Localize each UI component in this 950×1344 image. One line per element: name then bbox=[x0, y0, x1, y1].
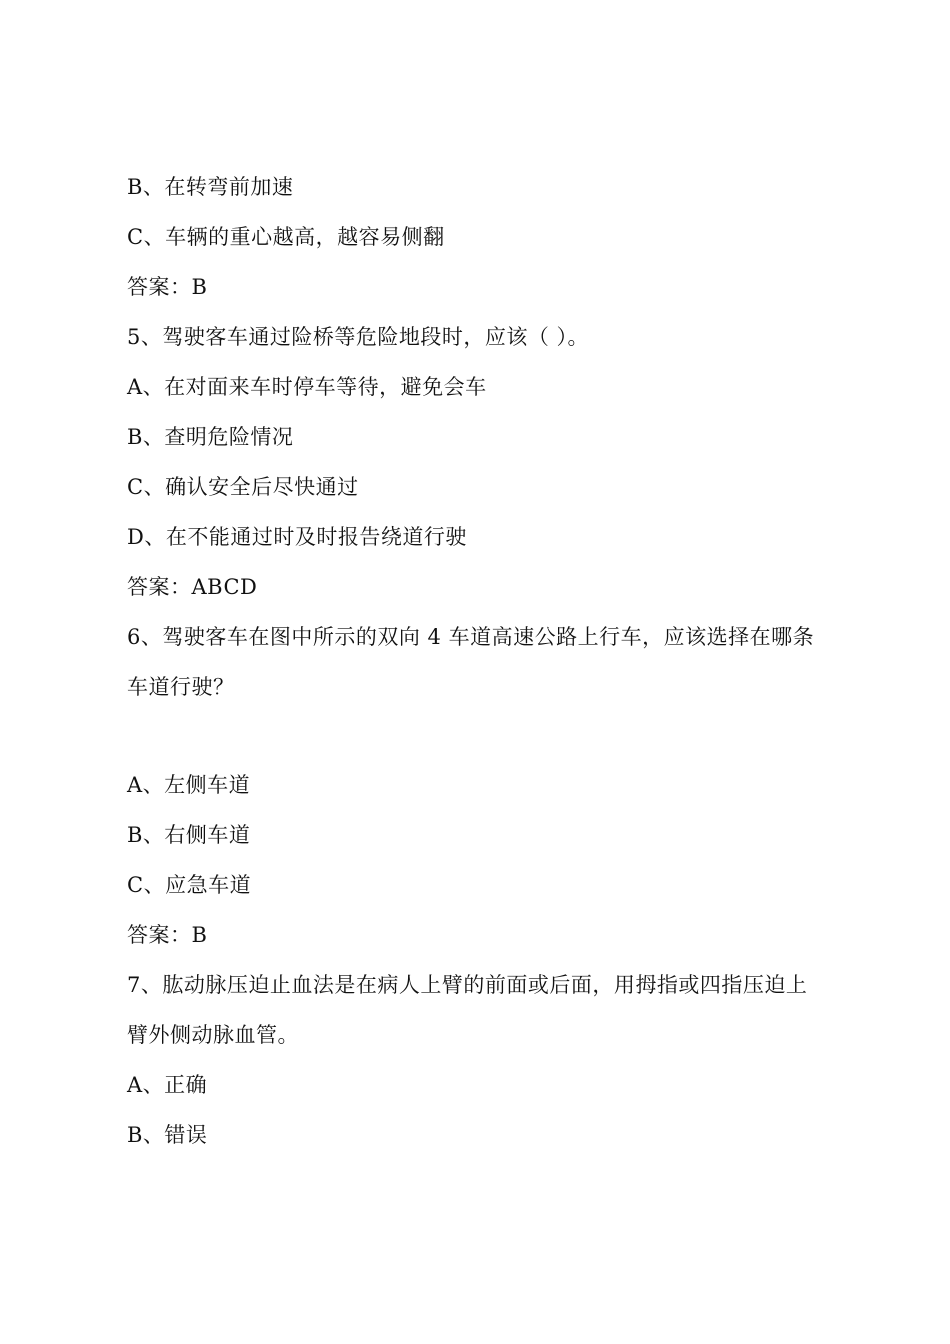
answer-q5: 答案：ABCD bbox=[127, 575, 258, 599]
option-a-q5: A、在对面来车时停车等待，避免会车 bbox=[127, 375, 487, 399]
option-c-q6: C、应急车道 bbox=[127, 873, 252, 897]
answer-q6: 答案：B bbox=[127, 923, 208, 947]
option-c-q5: C、确认安全后尽快通过 bbox=[127, 475, 359, 499]
answer-q4: 答案：B bbox=[127, 275, 208, 299]
question-6-line-2: 车道行驶？ bbox=[127, 675, 235, 699]
question-7-line-1: 7、肱动脉压迫止血法是在病人上臂的前面或后面，用拇指或四指压迫上 bbox=[127, 973, 808, 997]
question-5: 5、驾驶客车通过险桥等危险地段时，应该（ ）。 bbox=[127, 325, 590, 349]
option-b-q7: B、错误 bbox=[127, 1123, 208, 1147]
option-b-q4: B、在转弯前加速 bbox=[127, 175, 294, 199]
question-6-line-1: 6、驾驶客车在图中所示的双向 4 车道高速公路上行车，应该选择在哪条 bbox=[127, 625, 815, 649]
option-b-q5: B、查明危险情况 bbox=[127, 425, 294, 449]
option-d-q5: D、在不能通过时及时报告绕道行驶 bbox=[127, 525, 467, 549]
question-7-line-2: 臂外侧动脉血管。 bbox=[127, 1023, 299, 1047]
option-c-q4: C、车辆的重心越高，越容易侧翻 bbox=[127, 225, 445, 249]
option-a-q6: A、左侧车道 bbox=[127, 773, 251, 797]
option-b-q6: B、右侧车道 bbox=[127, 823, 251, 847]
option-a-q7: A、正确 bbox=[127, 1073, 208, 1097]
